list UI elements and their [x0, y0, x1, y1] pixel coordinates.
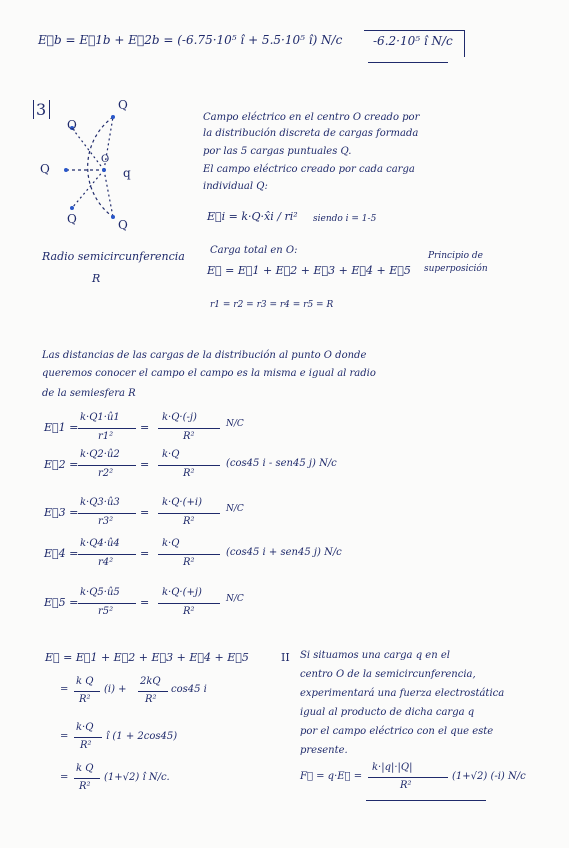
- fraction-bar: [78, 513, 136, 514]
- fraction-bar: [74, 691, 100, 692]
- sum-line-3-tail: î (1 + 2cos45): [106, 731, 178, 742]
- field-2-frac2-num: k·Q: [162, 449, 180, 460]
- field-5-unit: N/C: [226, 594, 244, 604]
- field-1-lhs: E⃗1 =: [44, 421, 79, 434]
- sum-line-3-num: k·Q: [76, 722, 94, 733]
- problem-number: 3: [33, 100, 50, 119]
- sum-line-2-b-tail: cos45 i: [171, 684, 207, 695]
- total-formula: E⃗ = E⃗1 + E⃗2 + E⃗3 + E⃗4 + E⃗5: [207, 264, 411, 277]
- sum-line-1: E⃗ = E⃗1 + E⃗2 + E⃗3 + E⃗4 + E⃗5: [45, 651, 249, 664]
- sum-line-4-num: k Q: [76, 763, 94, 774]
- field-5-frac2-den: R²: [183, 606, 195, 617]
- sum-line-3-den: R²: [80, 740, 92, 751]
- field-formula: E⃗i = k·Q·x̂i / ri²: [207, 210, 298, 223]
- right-text-4: El campo eléctrico creado por cada carga: [203, 164, 415, 175]
- field-2-frac1-den: r2²: [98, 468, 114, 479]
- field-5-frac2-num: k·Q·(+j): [162, 587, 202, 598]
- right-text-2: la distribución discreta de cargas formada: [203, 128, 419, 139]
- sum-line-2-a-tail: (i) +: [104, 684, 127, 695]
- fraction-bar: [78, 465, 136, 466]
- sum-line-3-eq: =: [60, 731, 69, 742]
- fraction-bar: [74, 778, 100, 779]
- fraction-bar: [368, 777, 448, 778]
- field-1-frac1-num: k·Q1·û1: [80, 412, 120, 423]
- field-3-frac2-num: k·Q·(+i): [162, 497, 202, 508]
- fraction-bar: [78, 603, 136, 604]
- eb-equation: E⃗b = E⃗1b + E⃗2b = (-6.75·10⁵ î + 5.5·10⁵ î) N/c: [38, 33, 343, 47]
- fraction-bar: [74, 737, 102, 738]
- field-3-frac1-den: r3²: [98, 516, 114, 527]
- note-line-2: centro O de la semicircunferencia,: [300, 669, 476, 680]
- eb-result: -6.2·10⁵ î N/c: [373, 34, 453, 48]
- note-line-5: por el campo eléctrico con el que este: [300, 726, 494, 737]
- field-5-eq: =: [140, 596, 150, 609]
- field-2-lhs: E⃗2 =: [44, 458, 79, 471]
- force-tail: (1+√2) (-i) N/c: [452, 771, 526, 782]
- sum-line-2-a-den: R²: [79, 694, 91, 705]
- field-4-lhs: E⃗4 =: [44, 547, 79, 560]
- field-5-frac1-num: k·Q5·û5: [80, 587, 120, 598]
- field-2-eq: =: [140, 458, 150, 471]
- sum-line-2-eq: =: [60, 684, 69, 695]
- fraction-bar: [78, 428, 136, 429]
- fraction-bar: [158, 603, 220, 604]
- field-1-frac2-num: k·Q·(-j): [162, 412, 197, 423]
- right-text-1: Campo eléctrico en el centro O creado por: [203, 112, 420, 123]
- field-4-frac2-den: R²: [183, 557, 195, 568]
- sum-line-4-eq: =: [60, 772, 69, 783]
- radius-symbol: R: [92, 272, 101, 285]
- field-4-frac2-num: k·Q: [162, 538, 180, 549]
- sum-line-2-b-den: R²: [145, 694, 157, 705]
- fraction-bar: [138, 691, 168, 692]
- field-5-frac1-den: r5²: [98, 606, 114, 617]
- field-4-eq: =: [140, 547, 150, 560]
- sum-line-4-tail: (1+√2) î N/c.: [104, 772, 170, 783]
- force-num: k·|q|·|Q|: [372, 762, 413, 773]
- principle-line-2: superposición: [424, 264, 488, 274]
- right-text-5: individual Q:: [203, 181, 268, 192]
- field-3-lhs: E⃗3 =: [44, 506, 79, 519]
- para-line-2: queremos conocer el campo el campo es la misma e igual al radio: [42, 368, 376, 379]
- field-3-unit: N/C: [226, 504, 244, 514]
- charge-label-2: Q: [67, 118, 77, 132]
- field-condition: siendo i = 1-5: [313, 214, 377, 224]
- field-1-frac1-den: r1²: [98, 431, 114, 442]
- test-charge-label: q: [123, 166, 131, 180]
- field-2-frac1-num: k·Q2·û2: [80, 449, 120, 460]
- field-1-frac2-den: R²: [183, 431, 195, 442]
- center-label: O: [101, 154, 110, 165]
- charge-label-4: Q: [67, 212, 77, 226]
- note-line-4: igual al producto de dicha carga q: [300, 707, 475, 718]
- charge-label-3: Q: [40, 162, 50, 176]
- fraction-bar: [158, 513, 220, 514]
- radii-equality: r1 = r2 = r3 = r4 = r5 = R: [210, 300, 334, 310]
- note-marker: II: [281, 651, 290, 664]
- note-line-6: presente.: [300, 745, 348, 756]
- fraction-bar: [78, 554, 136, 555]
- field-1-unit: N/C: [226, 419, 244, 429]
- field-3-frac1-num: k·Q3·û3: [80, 497, 120, 508]
- field-4-frac1-den: r4²: [98, 557, 114, 568]
- field-3-eq: =: [140, 506, 150, 519]
- force-underline: [366, 800, 486, 801]
- charge-label-5: Q: [118, 218, 128, 232]
- total-title: Carga total en O:: [210, 245, 298, 256]
- principle-line-1: Principio de: [428, 251, 483, 261]
- field-2-tail: (cos45 i - sen45 j) N/c: [226, 458, 337, 469]
- force-den: R²: [400, 780, 412, 791]
- right-text-3: por las 5 cargas puntuales Q.: [203, 146, 352, 157]
- sum-line-4-den: R²: [79, 781, 91, 792]
- field-3-frac2-den: R²: [183, 516, 195, 527]
- fraction-bar: [158, 465, 220, 466]
- note-line-3: experimentará una fuerza electrostática: [300, 688, 505, 699]
- fraction-bar: [158, 554, 220, 555]
- field-4-tail: (cos45 i + sen45 j) N/c: [226, 547, 342, 558]
- field-2-frac2-den: R²: [183, 468, 195, 479]
- field-5-lhs: E⃗5 =: [44, 596, 79, 609]
- fraction-bar: [158, 428, 220, 429]
- field-1-eq: =: [140, 421, 150, 434]
- para-line-3: de la semiesfera R: [42, 388, 136, 399]
- para-line-1: Las distancias de las cargas de la distribución al punto O donde: [42, 350, 367, 361]
- note-line-1: Si situamos una carga q en el: [300, 650, 450, 661]
- sum-line-2-a-num: k Q: [76, 676, 94, 687]
- charge-label-1: Q: [118, 98, 128, 112]
- sum-line-2-b-num: 2kQ: [140, 676, 161, 687]
- radius-label: Radio semicircunferencia: [42, 250, 185, 263]
- field-4-frac1-num: k·Q4·û4: [80, 538, 120, 549]
- force-lhs: F⃗ = q·E⃗ =: [300, 771, 363, 782]
